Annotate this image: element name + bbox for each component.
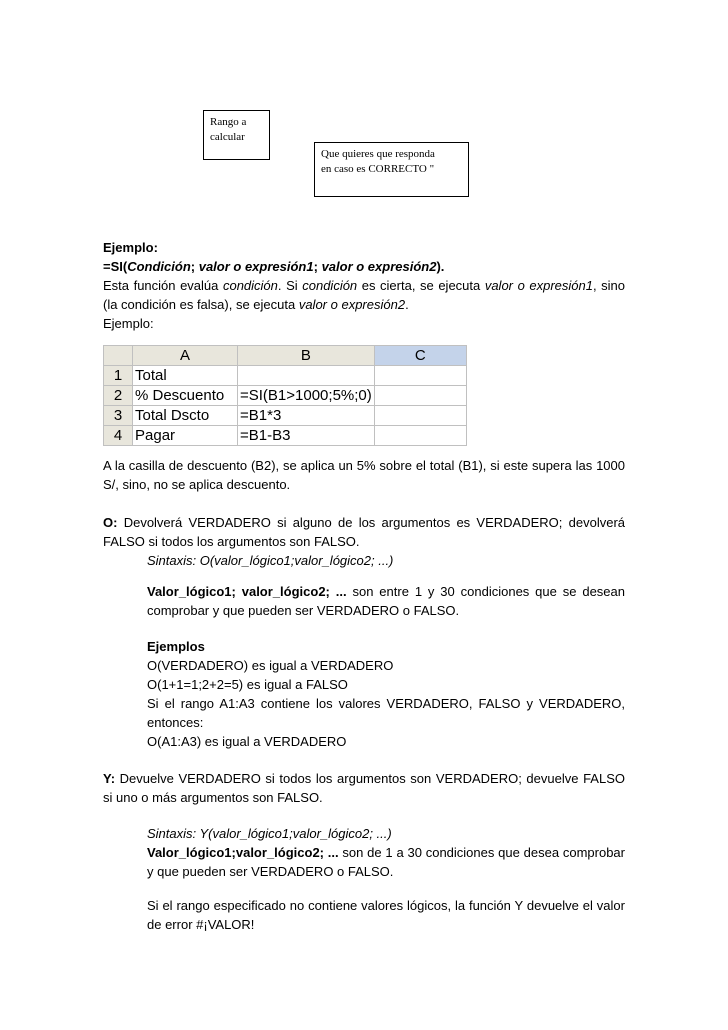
spreadsheet-example [103,345,467,446]
sheet-cell: Pagar [133,426,238,446]
sheet-row [104,426,467,446]
sheet-cell: =SI(B1>1000;5%;0) [238,386,375,406]
o-args: Valor_lógico1; valor_lógico2; ... son entre 1 y 30 condiciones que se desean comprobar y que pueden ser VERDADERO o FALSO. [147,584,625,618]
sheet-col-header: B [238,346,375,366]
sheet-cell [238,366,375,386]
o-sintaxis: Sintaxis: O(valor_lógico1;valor_lógico2; ...) [147,553,394,568]
sheet-cell [374,366,466,386]
sheet-row [104,406,467,426]
si-syntax: =SI(Condición; valor o expresión1; valor o expresión2). [103,259,445,274]
o-ejemplos-heading: Ejemplos [147,639,205,654]
sheet-cell: Total Dscto [133,406,238,426]
y-sintaxis: Sintaxis: Y(valor_lógico1;valor_lógico2; ...) [147,826,392,841]
o-description: O: Devolverá VERDADERO si alguno de los argumentos es VERDADERO; devolverá FALSO si todos los argumentos son FALSO. [103,515,625,549]
sheet-col-header: C [374,346,466,366]
o-example-2: O(1+1=1;2+2=5) es igual a FALSO [147,677,348,692]
callout-responda: Que quieres que responda en caso es CORRECTO " [314,142,469,197]
sheet-row-header: 3 [104,406,133,426]
sheet-row-header: 1 [104,366,133,386]
sheet-note: A la casilla de descuento (B2), se aplica un 5% sobre el total (B1), si este supera las 1000 S/, sino, no se aplica descuento. [103,458,625,492]
sheet-row-header: 2 [104,386,133,406]
sheet-row [104,366,467,386]
sheet-header-row [104,346,467,366]
sheet-col-header: A [133,346,238,366]
y-args: Valor_lógico1;valor_lógico2; ... son de 1 a 30 condiciones que desea comprobar y que pueden ser VERDADERO o FALSO. [147,845,625,879]
sheet-row-header: 4 [104,426,133,446]
o-example-4: O(A1:A3) es igual a VERDADERO [147,734,347,749]
sheet-cell: % Descuento [133,386,238,406]
sheet-cell: Total [133,366,238,386]
y-description: Y: Devuelve VERDADERO si todos los argumentos son VERDADERO; devuelve FALSO si uno o más argumentos son FALSO. [103,771,625,805]
sheet-cell [374,406,466,426]
sheet-corner [104,346,133,366]
sheet-cell: =B1-B3 [238,426,375,446]
sheet-cell [374,386,466,406]
y-note: Si el rango especificado no contiene valores lógicos, la función Y devuelve el valor de error #¡VALOR! [147,898,625,932]
ejemplo-heading-2: Ejemplo: [103,316,154,331]
ejemplo-heading-1: Ejemplo: [103,240,158,255]
si-description: Esta función evalúa condición. Si condición es cierta, se ejecuta valor o expresión1, sino (la condición es falsa), se ejecuta valor o expresión2. [103,278,626,312]
o-example-1: O(VERDADERO) es igual a VERDADERO [147,658,394,673]
callout-rango: Rango a calcular [203,110,270,160]
sheet-row [104,386,467,406]
o-example-3: Si el rango A1:A3 contiene los valores VERDADERO, FALSO y VERDADERO, entonces: [147,696,625,730]
sheet-cell: =B1*3 [238,406,375,426]
sheet-cell [374,426,466,446]
